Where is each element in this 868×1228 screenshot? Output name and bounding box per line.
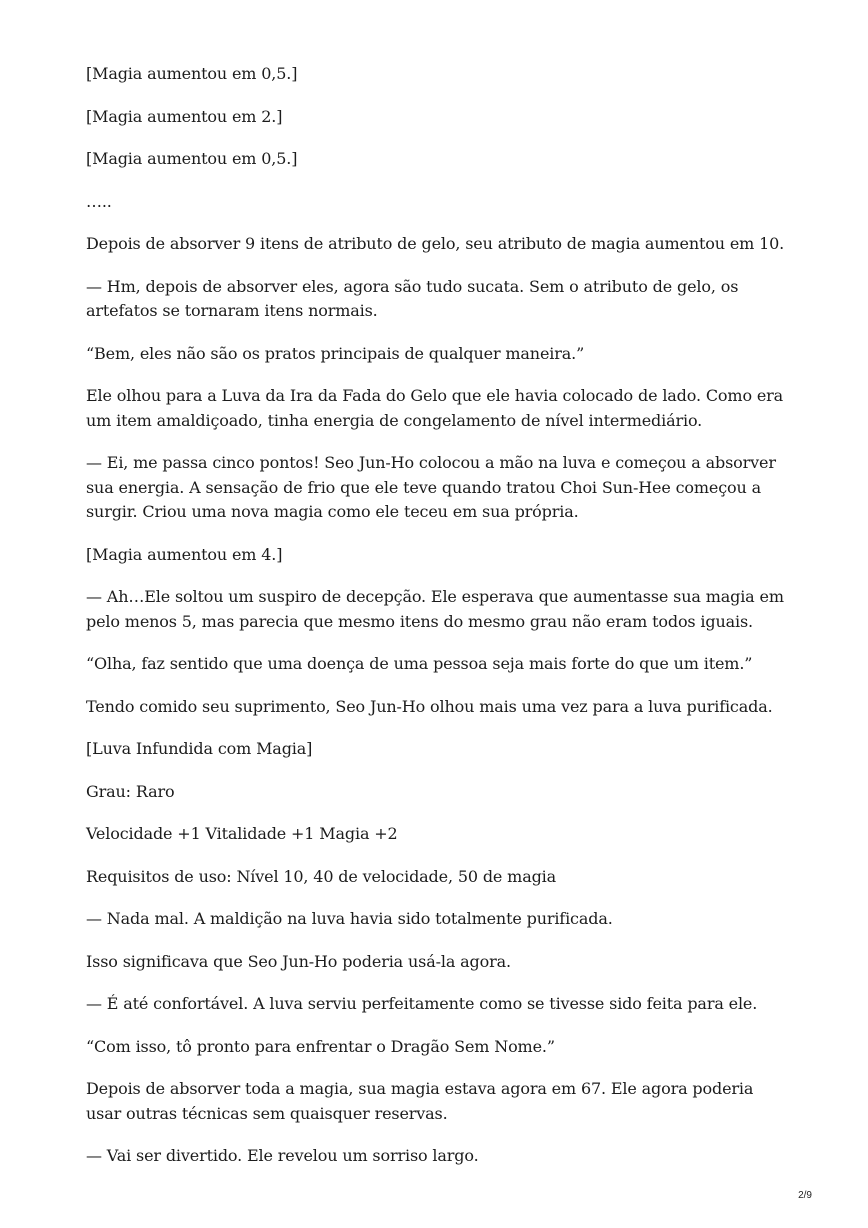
paragraph: — Hm, depois de absorver eles, agora são tudo sucata. Sem o atributo de gelo, os artefatos se tornaram itens normais.	[86, 276, 739, 320]
page-number: 2/9	[798, 1190, 812, 1201]
paragraph: Isso significava que Seo Jun-Ho poderia usá-la agora.	[86, 951, 511, 971]
paragraph: Depois de absorver toda a magia, sua magia estava agora em 67. Ele agora poderia usar outras técnicas sem quaisquer reservas.	[86, 1079, 754, 1123]
document-body	[86, 62, 786, 1187]
paragraph: [Magia aumentou em 0,5.]	[86, 64, 298, 83]
paragraph: — É até confortável. A luva serviu perfeitamente como se tivesse sido feita para ele.	[86, 994, 758, 1013]
paragraph: Tendo comido seu suprimento, Seo Jun-Ho olhou mais uma vez para a luva purificada.	[86, 696, 773, 716]
paragraph: — Ei, me passa cinco pontos! Seo Jun-Ho colocou a mão na luva e começou a absorver sua energia. A sensação de frio que ele teve quando tratou Choi Sun-Hee começou a surgir. Criou uma nova magia como ele teceu em sua própria.	[86, 453, 776, 521]
paragraph: Velocidade +1 Vitalidade +1 Magia +2	[86, 824, 398, 843]
paragraph: [Magia aumentou em 0,5.]	[86, 149, 298, 168]
paragraph: “Olha, faz sentido que uma doença de uma pessoa seja mais forte do que um item.”	[86, 654, 753, 673]
paragraph: — Ah…Ele soltou um suspiro de decepção. Ele esperava que aumentasse sua magia em pelo menos 5, mas parecia que mesmo itens do mesmo grau não eram todos iguais.	[86, 587, 784, 631]
paragraph: [Magia aumentou em 4.]	[86, 544, 283, 564]
paragraph: “Bem, eles não são os pratos principais de qualquer maneira.”	[86, 343, 585, 363]
paragraph: Ele olhou para a Luva da Ira da Fada do Gelo que ele havia colocado de lado. Como era um item amaldiçoado, tinha energia de congelamento de nível intermediário.	[86, 386, 784, 430]
paragraph: Depois de absorver 9 itens de atributo de gelo, seu atributo de magia aumentou em 10.	[86, 234, 785, 253]
paragraph: Requisitos de uso: Nível 10, 40 de velocidade, 50 de magia	[86, 866, 557, 886]
paragraph: [Magia aumentou em 2.]	[86, 106, 283, 126]
paragraph: — Nada mal. A maldição na luva havia sido totalmente purificada.	[86, 909, 613, 928]
paragraph: “Com isso, tô pronto para enfrentar o Dragão Sem Nome.”	[86, 1036, 555, 1056]
paragraph: …..	[86, 191, 112, 211]
paragraph: [Luva Infundida com Magia]	[86, 739, 313, 758]
paragraph: Grau: Raro	[86, 781, 175, 801]
paragraph: — Vai ser divertido. Ele revelou um sorriso largo.	[86, 1146, 479, 1165]
